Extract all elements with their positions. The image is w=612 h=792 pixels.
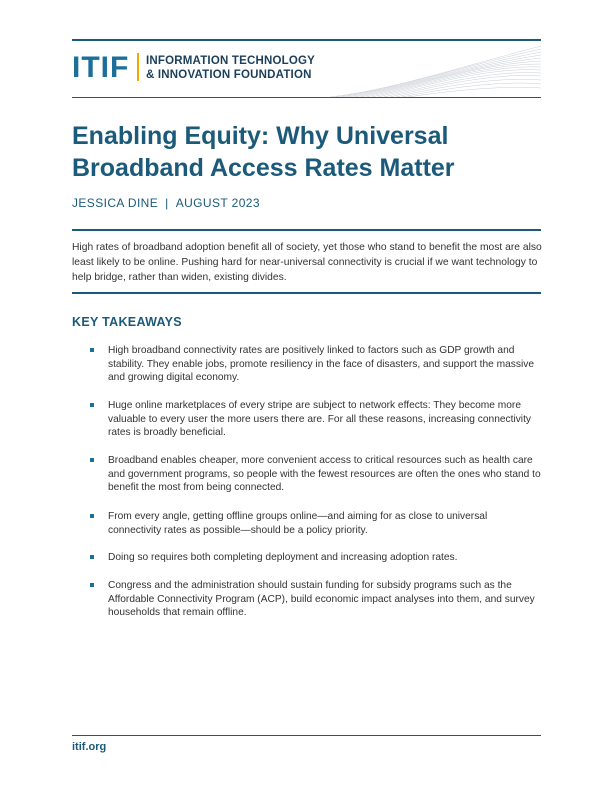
report-title-line2: Broadband Access Rates Matter [72, 154, 455, 182]
org-name [146, 54, 315, 82]
bullet-icon [90, 458, 94, 462]
publication-date: AUGUST 2023 [175, 196, 260, 210]
itif-logo: ITIF [72, 51, 130, 84]
bullet-icon [90, 514, 94, 518]
summary-bottom-rule [72, 292, 541, 294]
takeaway-text: Huge online marketplaces of every stripe are subject to network effects: They become more valuable to every user the more users there are. For all these reasons, increasing connectivity rates is broadly beneficial. [108, 400, 531, 438]
bullet-icon [90, 583, 94, 587]
takeaway-text: Congress and the administration should sustain funding for subsidy programs such as the Affordable Connectivity Program (ACP), build economic impact analyses into them, and survey households that remain offline. [108, 580, 535, 618]
logo-divider [137, 53, 139, 81]
wave-pattern-graphic [330, 40, 541, 97]
takeaway-text: From every angle, getting offline groups online—and aiming for as close to universal connectivity rates as possible—should be a policy priority. [108, 511, 488, 536]
key-takeaways-heading: KEY TAKEAWAYS [72, 315, 182, 329]
org-name-line2: & INNOVATION FOUNDATION [146, 69, 312, 81]
summary-paragraph: High rates of broadband adoption benefit all of society, yet those who stand to benefit the most are also least likely to be online. Pushing hard for near-universal connectivity is crucial if we want technology to help bridge, rather than widen, existing divides. [72, 242, 542, 283]
byline-separator: | [165, 196, 169, 210]
takeaway-text: Doing so requires both completing deployment and increasing adoption rates. [108, 552, 458, 563]
header-rule [72, 97, 541, 98]
takeaway-text: Broadband enables cheaper, more convenient access to critical resources such as health care and government programs, so people with the fewest resources are often the ones who stand to benefit the most from being connected. [108, 455, 541, 493]
key-takeaways-list [90, 344, 542, 620]
report-title [72, 120, 542, 184]
bullet-icon [90, 348, 94, 352]
takeaway-item [90, 344, 542, 399]
report-title-line1: Enabling Equity: Why Universal [72, 122, 449, 150]
summary-top-rule [72, 229, 541, 231]
takeaway-item [90, 510, 542, 551]
takeaway-item [90, 551, 542, 579]
takeaway-item [90, 399, 542, 454]
org-name-line1: INFORMATION TECHNOLOGY [146, 55, 316, 67]
bullet-icon [90, 403, 94, 407]
bullet-icon [90, 555, 94, 559]
footer-rule [72, 735, 541, 736]
takeaway-text: High broadband connectivity rates are positively linked to factors such as GDP growth and stability. They enable jobs, promote resiliency in the face of disasters, and support the massive and growing digital economy. [108, 345, 535, 383]
footer-website-link[interactable]: itif.org [72, 741, 107, 753]
takeaway-item [90, 454, 542, 510]
takeaway-item [90, 579, 542, 620]
author: JESSICA DINE [72, 196, 159, 210]
byline [72, 196, 260, 210]
